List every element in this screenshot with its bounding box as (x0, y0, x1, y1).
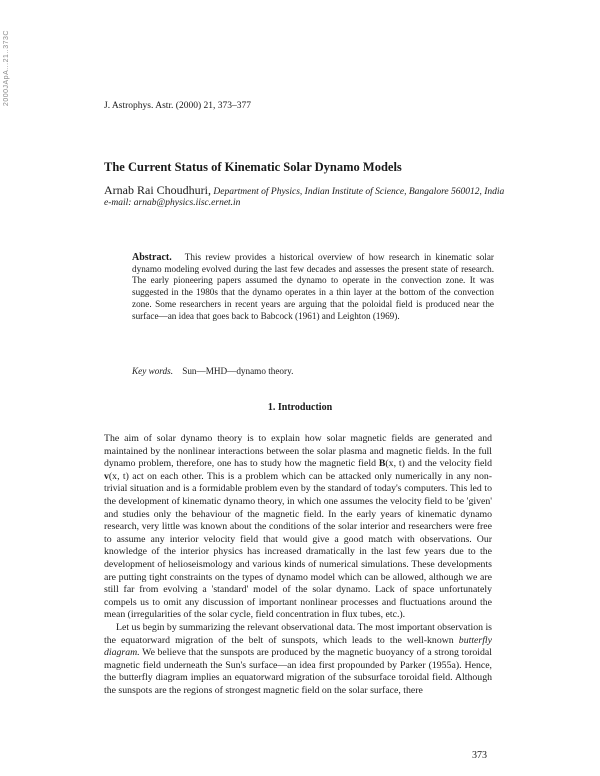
keywords-label: Key words. (132, 366, 174, 376)
symbol-v-args: (x, t) (108, 470, 129, 482)
keywords (132, 366, 293, 376)
symbol-b-args: (x, t) (385, 458, 405, 470)
section-heading: 1. Introduction (267, 402, 333, 413)
abstract-text: This review provides a historical overview of how research in kinematic solar dynamo modeling evolved during the last few decades and assesses the present state of research. The early pioneering papers assumed the dynamo to operate in the convection zone. It was suggested in the 1980s that the dynamo operates in a thin layer at the bottom of the convection zone. Some researchers in recent years are arguing that the poloidal field is produced near the surface—an idea that goes back to Babcock (1961) and Leighton (1969). (132, 252, 494, 321)
page-number: 373 (472, 750, 487, 761)
keywords-text: Sun—MHD—dynamo theory. (182, 366, 294, 376)
journal-reference: J. Astrophys. Astr. (2000) 21, 373–377 (104, 101, 251, 111)
abstract (132, 252, 494, 322)
paragraph-text: We believe that the sunspots are produced by the magnetic buoyancy of a strong toroidal magnetic field underneath the Sun's surface—an idea first propounded by Parker (1955a). Hence, the butterfly diagram implies an equatorward migration of the subsurface toroidal field. Although the sunspots are the regions of strongest magnetic field on the solar surface, there (104, 647, 492, 696)
paragraph-text: act on each other. This is a problem which can be attacked only numerically in any non-trivial situation and is a formidable problem even by the standard of today's computers. This led to the development of kinematic dynamo theory, in which one assumes the velocity field to be 'given' and studies only the behaviour of the magnetic field. In the early years of kinematic dynamo research, very little was known about the conditions of the solar interior and researchers were free to assume any interior velocity field that would give a good match with observations. Our knowledge of the interior physics has increased dramatically in the last few years due to the development of helioseismology and various kinds of numerical simulations. These developments are putting tight constraints on the types of dynamo model which can be allowed, although we are still far from evolving a 'standard' model of the solar dynamo. Lack of space unfortunately compels us to omit any discussion of important nonlinear processes and fluctuations around the mean (irregularities of the solar cycle, field concentration in flux tubes, etc.). (104, 470, 493, 621)
symbol-v: v (104, 470, 109, 482)
author-affiliation: Department of Physics, Indian Institute of Science, Bangalore 560012, India (213, 187, 505, 197)
paragraph (104, 433, 492, 622)
body-text (104, 433, 492, 697)
emphasis: butterfly diagram. (104, 634, 492, 659)
paragraph (104, 622, 492, 698)
paragraph-text: and the velocity field (404, 458, 493, 470)
author-email: e-mail: arnab@physics.iisc.ernet.in (104, 198, 241, 208)
author-name: Arnab Rai Choudhuri, (104, 183, 211, 197)
bibcode-stamp: 2000JApA...21..373C (3, 30, 10, 107)
paper-title: The Current Status of Kinematic Solar Dynamo Models (104, 160, 402, 174)
paragraph-text: The aim of solar dynamo theory is to explain how solar magnetic fields are generated and maintained by the nonlinear interactions between the solar plasma and magnetic fields. In the full dynamo problem, therefore, one has to study how the magnetic field (104, 433, 492, 470)
symbol-b: B (378, 458, 386, 470)
abstract-label: Abstract. (132, 252, 172, 263)
author-block (104, 185, 514, 209)
paragraph-text: Let us begin by summarizing the relevant observational data. The most important observation is the equatorward migration of the belt of sunspots, which leads to the well-known (104, 621, 492, 646)
